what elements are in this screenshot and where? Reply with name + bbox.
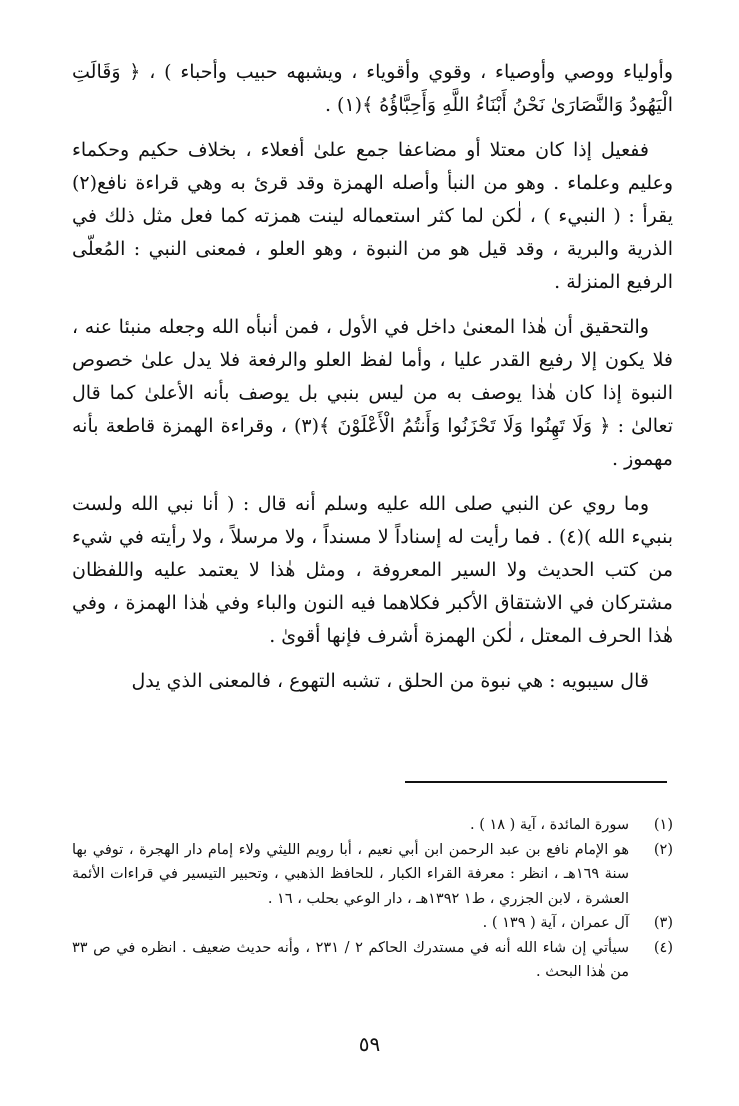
footnote [72,936,673,985]
footnotes [72,813,673,985]
footnote-number: (١) [653,817,673,833]
paragraph: وأولياء ووصي وأوصياء ، وقوي وأقوياء ، ويشبهه حبيب وأحباء ) ، ﴿ وَقَالَتِ الْيَهُودُ وَالنَّصَارَىٰ نَحْنُ أَبْنَاءُ اللَّهِ وَأَحِبَّاؤُهُ ﴾(١) . [72,61,673,116]
paragraph: قال سيبويه : هي نبوة من الحلق ، تشبه التهوع ، فالمعنى الذي يدل [131,670,649,692]
footnote-number: (٤) [653,939,673,956]
footnote-number: (٢) [653,841,673,858]
paragraph: ففعيل إذا كان معتلا أو مضاعفا جمع علىٰ أفعلاء ، بخلاف حكيم وحكماء وعليم وعلماء . وهو من النبأ وأصله الهمزة وقد قرئ به وهي قراءة نافع(٢) يقرأ : ( النبيء ) ، لٰكن لما كثر استعماله لينت همزته كما فعل مثل ذلك في الذرية والبرية ، وقد قيل هو من النبوة ، وهو العلو ، فمعنى النبي : المُعلّى الرفيع المنزلة . [72,139,673,293]
footnote [72,911,673,936]
footnote-text: سيأتي إن شاء الله أنه في مستدرك الحاكم ٢ / ٢٣١ ، وأنه حديث ضعيف . انظره في ص ٣٣ من هٰذا البحث . [72,939,629,980]
footnote [72,838,673,912]
main-text [72,56,673,698]
footnote-text: آل عمران ، آية ( ١٣٩ ) . [482,915,629,931]
footnote-text: هو الإمام نافع بن عبد الرحمن ابن أبي نعيم ، أبا رويم الليثي ولاء إمام دار الهجرة ، توفي بها سنة ١٦٩هـ ، انظر : معرفة القراء الكبار ، للحافظ الذهبي ، وتحبير التيسير في قراءات الأئمة العشرة ، لابن الجزري ، ط١ ١٣٩٢هـ ، دار الوعي بحلب ، ١٦ . [72,841,629,907]
page-number: ٥٩ [358,1032,381,1056]
footnote-number: (٣) [653,915,673,931]
footnote-text: سورة المائدة ، آية ( ١٨ ) . [469,817,629,833]
footnote-separator [405,781,667,783]
footnote [72,813,673,838]
paragraph: وما روي عن النبي صلى الله عليه وسلم أنه قال : ( أنا نبي الله ولست بنبيء الله )(٤) . فما رأيت له إسناداً لا مسنداً ، ولا مرسلاً ، ولا رأيته في شيء من كتب الحديث ولا السير المعروفة ، ومثل هٰذا لا يعتمد عليه واللفظان مشتركان في الاشتقاق الأكبر فكلاهما فيه النون والباء وفي هٰذا الهمزة ، وفي هٰذا الحرف المعتل ، لٰكن الهمزة أشرف فإنها أقوىٰ . [72,493,673,647]
paragraph: والتحقيق أن هٰذا المعنىٰ داخل في الأول ، فمن أنبأه الله وجعله منبئا عنه ، فلا يكون إلا رفيع القدر عليا ، وأما لفظ العلو والرفعة فلا يدل علىٰ خصوص النبوة إذا كان هٰذا يوصف به من ليس بنبي بل يوصف بأنه الأعلىٰ كما قال تعالىٰ : ﴿ وَلَا تَهِنُوا وَلَا تَحْزَنُوا وَأَنتُمُ الْأَعْلَوْنَ ﴾(٣) ، وقراءة الهمزة قاطعة بأنه مهموز . [72,316,673,470]
